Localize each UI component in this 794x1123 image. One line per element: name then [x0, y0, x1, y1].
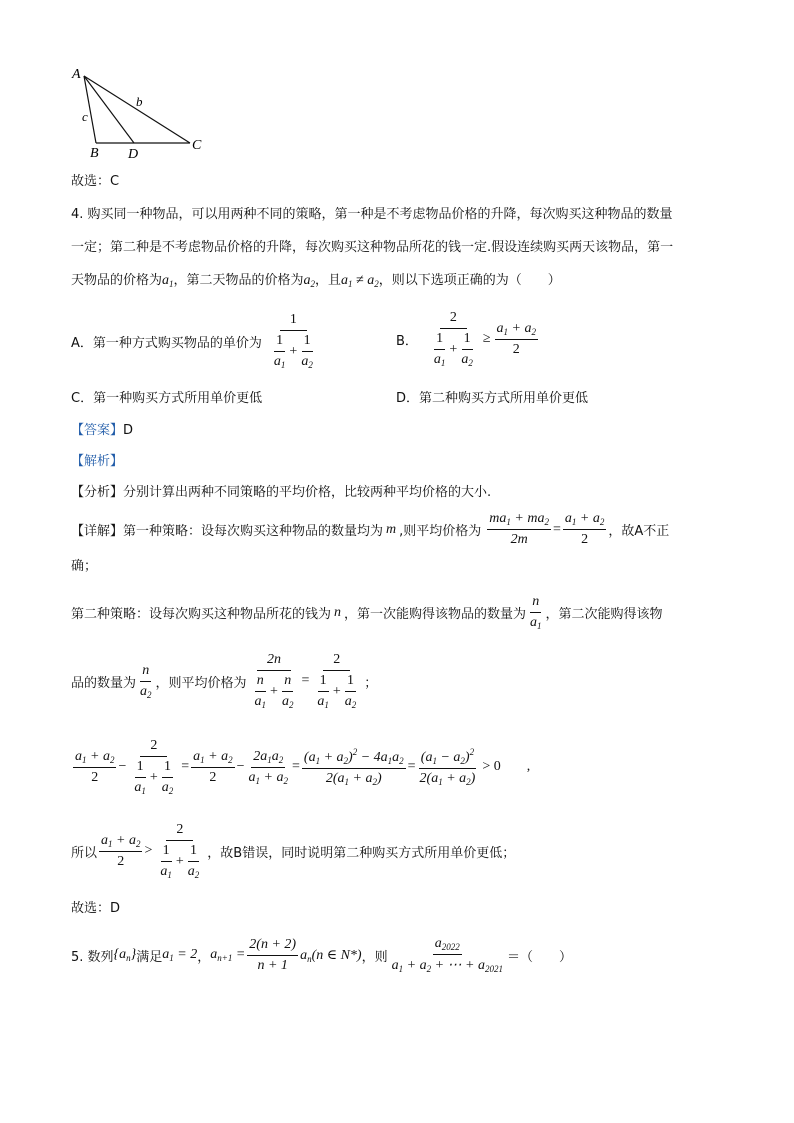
triangle-figure: [68, 64, 208, 164]
q4-xiangjie: 【详解】 第一种策略：设每次购买这种物品的数量均为 m ,则平均价格为 $\frac{ma_1 + ma_2}{2m}$ = $\frac{a_1 + a_2}{2}$ ，故A不正: [71, 511, 670, 547]
side-AC: [84, 76, 190, 143]
q3-answer: 故选：C: [71, 174, 120, 189]
q4-option-b: B． 2 $\frac{1}{a_1}$ + $\frac{1}{a_2}$ ≥ $\frac{a_1 + a_2}{2}$: [396, 310, 536, 368]
segment-AD: [84, 76, 134, 143]
q4-second-strategy: 第二种策略：设每次购买这种物品所花的钱为 n ，第一次能购得该物品的数量为 $\frac{n}{a_1}$ ，第二次能购得该物: [71, 594, 663, 631]
q4-stem-line1: 4. 购买同一种物品，可以用两种不同的策略，第一种是不考虑物品价格的升降，每次购买这种物品的数量: [71, 207, 673, 222]
q4-option-c: C．第一种购买方式所用单价更低: [71, 391, 263, 406]
q4-comparison-equation: $\frac{a_1 + a_2}{2}$ − 2 $\frac{1}{a_1}$ + $\frac{1}{a_2}$ = $\frac{a_1 + a_2}{2}$ − $\frac{2a_1a_2}{a_1 + a_2}$ = $\frac{(a_1 + a_2)^2 - 4a_1a_2}{2(a_1 + a_2)}$ = $\frac{(a_1 - a_2)^2}{2(a_1 + a_2)}$ > 0 ,: [75, 738, 531, 796]
q4-answer: [71, 421, 133, 441]
label-B: B: [90, 146, 99, 161]
q4-second-strategy-line2: 品的数量为 $\frac{n}{a_2}$ ，则平均价格为 2n $\frac{n}{a_1}$ + $\frac{n}{a_2}$ = 2 $\frac{1}{a_1}$ + $\frac{1}{a_2}$ ；: [71, 652, 378, 710]
label-D: D: [128, 147, 139, 162]
q4-conclusion: 所以 $\frac{a_1 + a_2}{2}$ > 2 $\frac{1}{a_1}$ + $\frac{1}{a_2}$ ，故B错误，同时说明第二种购买方式所用单价更低；: [71, 822, 516, 880]
answer-value: D: [123, 423, 134, 438]
analysis-tag: 【解析】: [71, 454, 124, 469]
q4-xiangjie-line2: 确；: [71, 559, 98, 574]
q4-fenxi: 【分析】分别计算出两种不同策略的平均价格，比较两种平均价格的大小.: [71, 485, 492, 500]
label-b: b: [136, 94, 143, 109]
label-C: C: [192, 138, 202, 153]
q5-stem: 5. 数列 $\{a_n\}$ 满足 $a_1 = 2$ ， $a_{n+1}$ = $\frac{2(n + 2)}{n + 1}$ $a_n(n$ ∈ N*) ，则 $\frac{a_{2022}}{a_1 + a_2 + \cdots + a_{2021}}$ ＝（ ）: [71, 936, 572, 974]
answer-tag: 【答案】: [71, 423, 124, 438]
q4-option-d: D．第二种购买方式所用单价更低: [396, 391, 589, 406]
label-A: A: [72, 67, 81, 82]
q4-option-a: A．第一种方式购买物品的单价为 1 $\frac{1}{a_1}$ + $\frac{1}{a_2}$: [71, 312, 313, 370]
q4-stem-line2: 一定；第二种是不考虑物品价格的升降，每次购买这种物品所花的钱一定.假设连续购买两天该物品，第一: [71, 240, 674, 255]
q4-final-answer: 故选：D: [71, 901, 121, 916]
q4-stem-line3: 天物品的价格为$a_1$，第二天物品的价格为$a_2$，且$a_1 \ne a_2$，则以下选项正确的为（ ）: [71, 273, 561, 289]
label-c: c: [82, 109, 88, 124]
